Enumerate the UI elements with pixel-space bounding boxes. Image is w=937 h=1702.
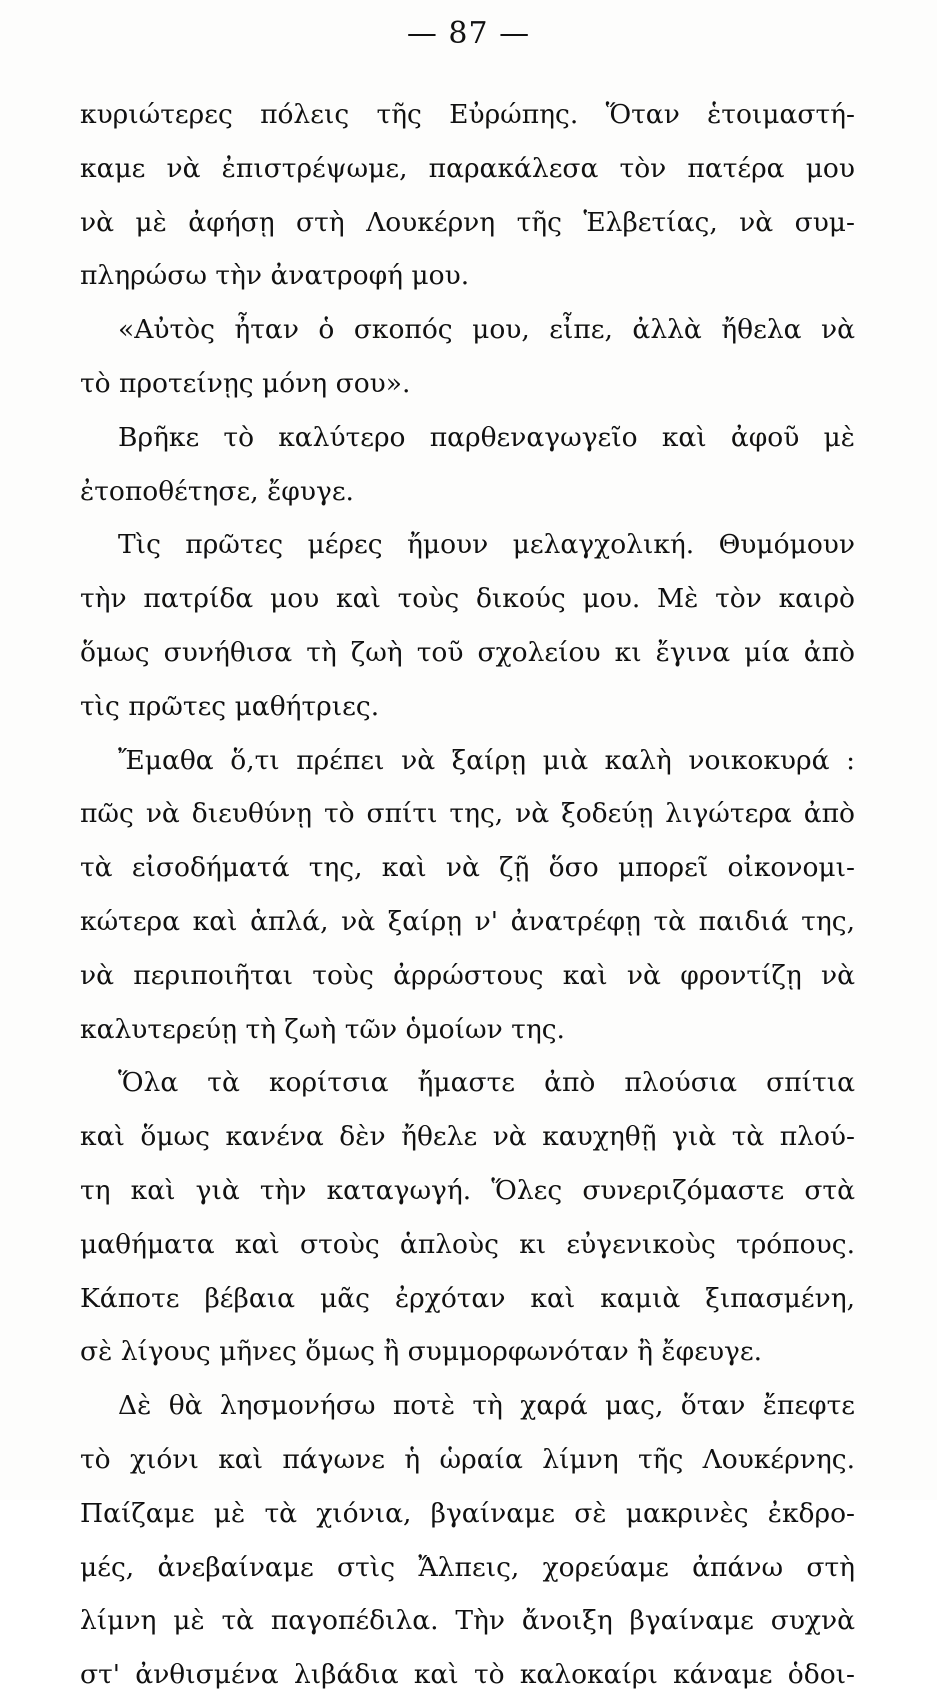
text-line: μές, ἀνεβαίναμε στὶς Ἄλπεις, χορεύαμε ἀπάνω στὴ <box>80 1551 855 1583</box>
text-line: νὰ περιποιῆται τοὺς ἀρρώστους καὶ νὰ φροντίζῃ νὰ <box>80 959 855 991</box>
body-text <box>80 88 855 1702</box>
text-line: τὴν πατρίδα μου καὶ τοὺς δικούς μου. Μὲ τὸν καιρὸ <box>80 583 855 615</box>
text-line: Παίζαμε μὲ τὰ χιόνια, βγαίναμε σὲ μακρινὲς ἐκδρο- <box>80 1497 855 1529</box>
text-line: ἐτοποθέτησε, ἔφυγε. <box>80 475 354 507</box>
text-line: Δὲ θὰ λησμονήσω ποτὲ τὴ χαρά μας, ὅταν ἔπεφτε <box>118 1390 855 1422</box>
text-line: τη καὶ γιὰ τὴν καταγωγή. Ὅλες συνεριζόμαστε στὰ <box>80 1174 855 1206</box>
text-line: τὶς πρῶτες μαθήτριες. <box>80 690 380 722</box>
page-number: — 87 — <box>406 16 531 51</box>
text-line: Βρῆκε τὸ καλύτερο παρθεναγωγεῖο καὶ ἀφοῦ μὲ <box>118 421 855 453</box>
text-line: πῶς νὰ διευθύνῃ τὸ σπίτι της, νὰ ξοδεύῃ λιγώτερα ἀπὸ <box>80 798 855 830</box>
text-line: καμε νὰ ἐπιστρέψωμε, παρακάλεσα τὸν πατέρα μου <box>80 152 855 184</box>
text-line: ὅμως συνήθισα τὴ ζωὴ τοῦ σχολείου κι ἔγινα μία ἀπὸ <box>80 636 855 668</box>
text-line: «Αὐτὸς ἦταν ὁ σκοπός μου, εἶπε, ἀλλὰ ἤθελα νὰ <box>118 314 855 346</box>
text-line: στ' ἀνθισμένα λιβάδια καὶ τὸ καλοκαίρι κάναμε ὁδοι- <box>80 1659 855 1691</box>
text-line: Τὶς πρῶτες μέρες ἤμουν μελαγχολική. Θυμόμουν <box>118 529 855 561</box>
text-line: Κάποτε βέβαια μᾶς ἐρχόταν καὶ καμιὰ ξιπασμένη, <box>80 1282 855 1314</box>
text-line: σὲ λίγους μῆνες ὅμως ἢ συμμορφωνόταν ἢ ἔφευγε. <box>80 1336 763 1368</box>
text-line: λίμνη μὲ τὰ παγοπέδιλα. Τὴν ἄνοιξη βγαίναμε συχνὰ <box>80 1605 855 1637</box>
text-line: τὸ χιόνι καὶ πάγωνε ἡ ὡραία λίμνη τῆς Λουκέρνης. <box>80 1443 855 1475</box>
text-line: τὸ προτείνῃς μόνη σου». <box>80 367 411 399</box>
text-line: κυριώτερες πόλεις τῆς Εὐρώπης. Ὅταν ἑτοιμαστή- <box>80 99 855 130</box>
text-line: πληρώσω τὴν ἀνατροφή μου. <box>80 260 470 292</box>
text-line: νὰ μὲ ἀφήσῃ στὴ Λουκέρνη τῆς Ἑλβετίας, νὰ συμ- <box>80 206 855 238</box>
text-line: Ὅλα τὰ κορίτσια ἤμαστε ἀπὸ πλούσια σπίτια <box>118 1067 855 1099</box>
text-line: τὰ εἰσοδήματά της, καὶ νὰ ζῇ ὅσο μπορεῖ οἰκονομι- <box>80 852 855 884</box>
text-line: καὶ ὅμως κανένα δὲν ἤθελε νὰ καυχηθῇ γιὰ τὰ πλού- <box>80 1121 855 1153</box>
text-line: μαθήματα καὶ στοὺς ἁπλοὺς κι εὐγενικοὺς τρόπους. <box>80 1228 855 1260</box>
text-line: καλυτερεύῃ τὴ ζωὴ τῶν ὁμοίων της. <box>80 1013 565 1045</box>
text-line: κώτερα καὶ ἁπλά, νὰ ξαίρῃ ν' ἀνατρέφῃ τὰ παιδιά της, <box>80 905 855 937</box>
text-line: Ἔμαθα ὅ,τι πρέπει νὰ ξαίρῃ μιὰ καλὴ νοικοκυρά : <box>118 744 855 776</box>
